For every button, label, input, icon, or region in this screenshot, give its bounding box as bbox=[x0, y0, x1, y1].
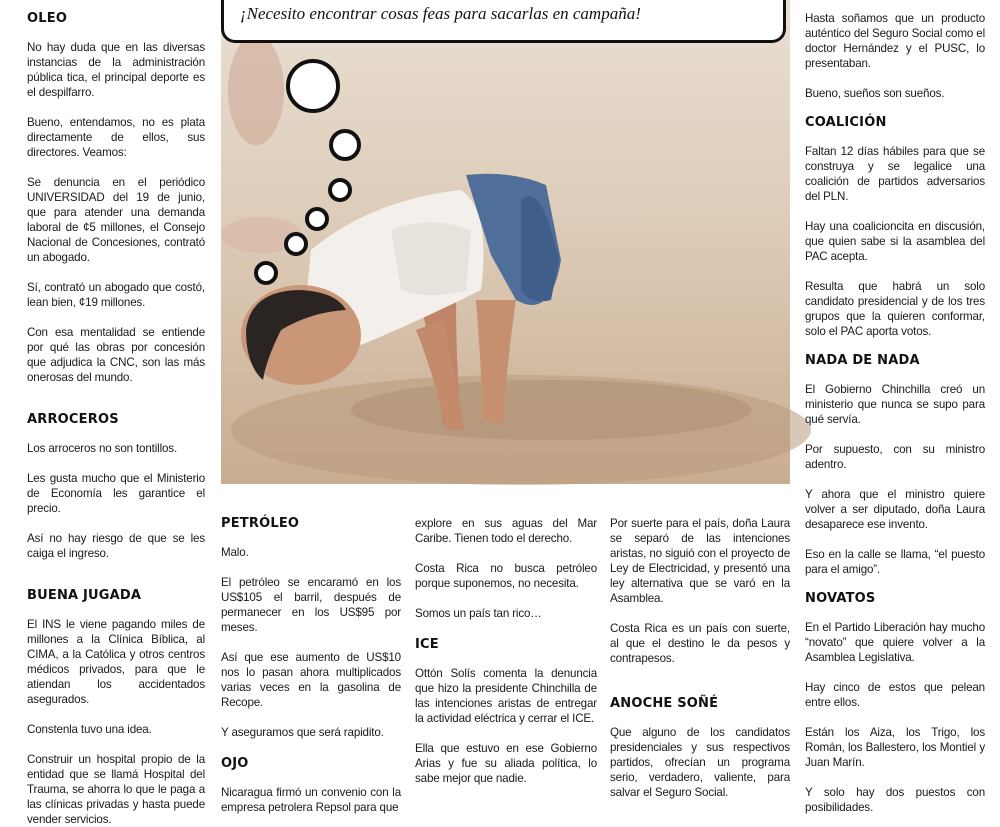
section-heading: OLEO bbox=[27, 11, 68, 26]
paragraph: Por supuesto, con su ministro adentro. bbox=[805, 443, 985, 471]
paragraph: En el Partido Liberación hay mucho “novato” que quiere volver a la Asamblea Legislativa. bbox=[805, 621, 985, 664]
paragraph: Costa Rica es un país con suerte, al que el destino le da pesos y contrapesos. bbox=[610, 622, 790, 665]
paragraph: Malo. bbox=[221, 546, 249, 559]
section-heading: OJO bbox=[221, 756, 249, 771]
paragraph: Así que ese aumento de US$10 nos lo pasan ahora multiplicados varias veces en la gasolina de Recope. bbox=[221, 651, 401, 709]
paragraph: Constenla tuvo una idea. bbox=[27, 723, 152, 736]
photo-illustration bbox=[221, 0, 790, 484]
paragraph: El INS le viene pagando miles de millones a la Clínica Bíblica, al CIMA, a la Católica y otros centros médicos privados, para que le atiendan los accidentados asegurados. bbox=[27, 618, 205, 706]
section-heading: ICE bbox=[415, 637, 439, 652]
paragraph: Están los Aiza, los Trigo, los Román, los Ballestero, los Montiel y Juan Marín. bbox=[805, 726, 985, 769]
paragraph: Eso en la calle se llama, “el puesto para el amigo”. bbox=[805, 548, 985, 576]
paragraph: Nicaragua firmó un convenio con la empresa petrolera Repsol para que bbox=[221, 786, 401, 814]
photo-caption: ¡Necesito encontrar cosas feas para sacarlas en campaña! bbox=[240, 4, 641, 23]
paragraph: No hay duda que en las diversas instancias de la administración pública tica, el principal deporte es el despilfarro. bbox=[27, 41, 205, 99]
column-4 bbox=[610, 516, 790, 807]
column-5 bbox=[805, 11, 985, 814]
section-heading: COALICIÓN bbox=[805, 115, 887, 130]
section-heading: PETRÓLEO bbox=[221, 516, 300, 531]
paragraph: Hasta soñamos que un producto auténtico del Seguro Social como el doctor Hernández y el PUSC, lo presentaban. bbox=[805, 12, 985, 70]
paragraph: Y ahora que el ministro quiere volver a ser diputado, doña Laura desaparece ese invento. bbox=[805, 488, 985, 531]
section-heading: ANOCHE SOÑÉ bbox=[610, 696, 719, 711]
paragraph: Resulta que habrá un solo candidato presidencial y de los tres grupos que la quieren conformar, solo el PAC aporta votos. bbox=[805, 280, 985, 338]
paragraph: Construir un hospital propio de la entidad que se llamá Hospital del Trauma, se ahorra lo que le paga a las clínicas privadas y hasta puede vender servicios. bbox=[27, 753, 205, 826]
paragraph: Hay cinco de estos que pelean entre ellos. bbox=[805, 681, 985, 709]
paragraph: Somos un país tan rico… bbox=[415, 607, 542, 620]
paragraph: Hay una coalicioncita en discusión, que quien sabe si la asamblea del PAC acepta. bbox=[805, 220, 985, 263]
section-heading: NADA DE NADA bbox=[805, 353, 920, 368]
column-2 bbox=[221, 516, 401, 814]
paragraph: Por suerte para el país, doña Laura se separó de las intenciones aristas, no siguió con el proyecto de Ley de Electricidad, y presentó una ley alternativa que se varó en la Asamblea. bbox=[610, 517, 790, 605]
paragraph: Así no hay riesgo de que se les caiga el ingreso. bbox=[27, 532, 205, 560]
section-heading: BUENA JUGADA bbox=[27, 588, 142, 603]
paragraph: Se denuncia en el periódico UNIVERSIDAD del 19 de junio, que para atender una demanda laboral de ¢5 millones, el Consejo Nacional de Concesiones, contrató un abogado. bbox=[27, 176, 205, 264]
paragraph: Les gusta mucho que el Ministerio de Economía les garantice el precio. bbox=[27, 472, 205, 515]
paragraph: explore en sus aguas del Mar Caribe. Tienen todo el derecho. bbox=[415, 517, 597, 545]
column-3 bbox=[415, 516, 597, 807]
paragraph: El petróleo se encaramó en los US$105 el barril, después de permanecer en los US$95 por meses. bbox=[221, 576, 401, 634]
paragraph: Faltan 12 días hábiles para que se construya y se legalice una coalición de partidos adversarios del PLN. bbox=[805, 145, 985, 203]
paragraph: Bueno, entendamos, no es plata directamente de ellos, sus directores. Veamos: bbox=[27, 116, 205, 159]
paragraph: Que alguno de los candidatos presidenciales y sus respectivos partidos, ofrecían un programa serio, verdadero, valiente, para salvar el Seguro Social. bbox=[610, 726, 790, 799]
section-heading: NOVATOS bbox=[805, 591, 876, 606]
paragraph: Ottón Solís comenta la denuncia que hizo la presidente Chinchilla de las intenciones aristas de entregar la actividad eléctrica y cerrar el ICE. bbox=[415, 667, 597, 725]
section-heading: ARROCEROS bbox=[27, 412, 119, 427]
paragraph: Ella que estuvo en ese Gobierno Arias y fue su aliada política, lo sabe mejor que nadie. bbox=[415, 742, 597, 785]
paragraph: Y solo hay dos puestos con posibilidades. bbox=[805, 786, 985, 814]
paragraph: Y aseguramos que será rapidito. bbox=[221, 726, 384, 739]
paragraph: Sí, contrató un abogado que costó, lean bien, ¢19 millones. bbox=[27, 281, 205, 309]
beach-photo bbox=[221, 0, 790, 484]
paragraph: Con esa mentalidad se entiende por qué las obras por concesión que adjudica la CNC, son las más onerosas del mundo. bbox=[27, 326, 205, 384]
paragraph: Costa Rica no busca petróleo porque suponemos, no necesita. bbox=[415, 562, 597, 590]
column-1 bbox=[27, 11, 205, 826]
paragraph: Bueno, sueños son sueños. bbox=[805, 87, 945, 100]
paragraph: El Gobierno Chinchilla creó un ministerio que nunca se supo para qué servía. bbox=[805, 383, 985, 426]
paragraph: Los arroceros no son tontillos. bbox=[27, 442, 178, 455]
